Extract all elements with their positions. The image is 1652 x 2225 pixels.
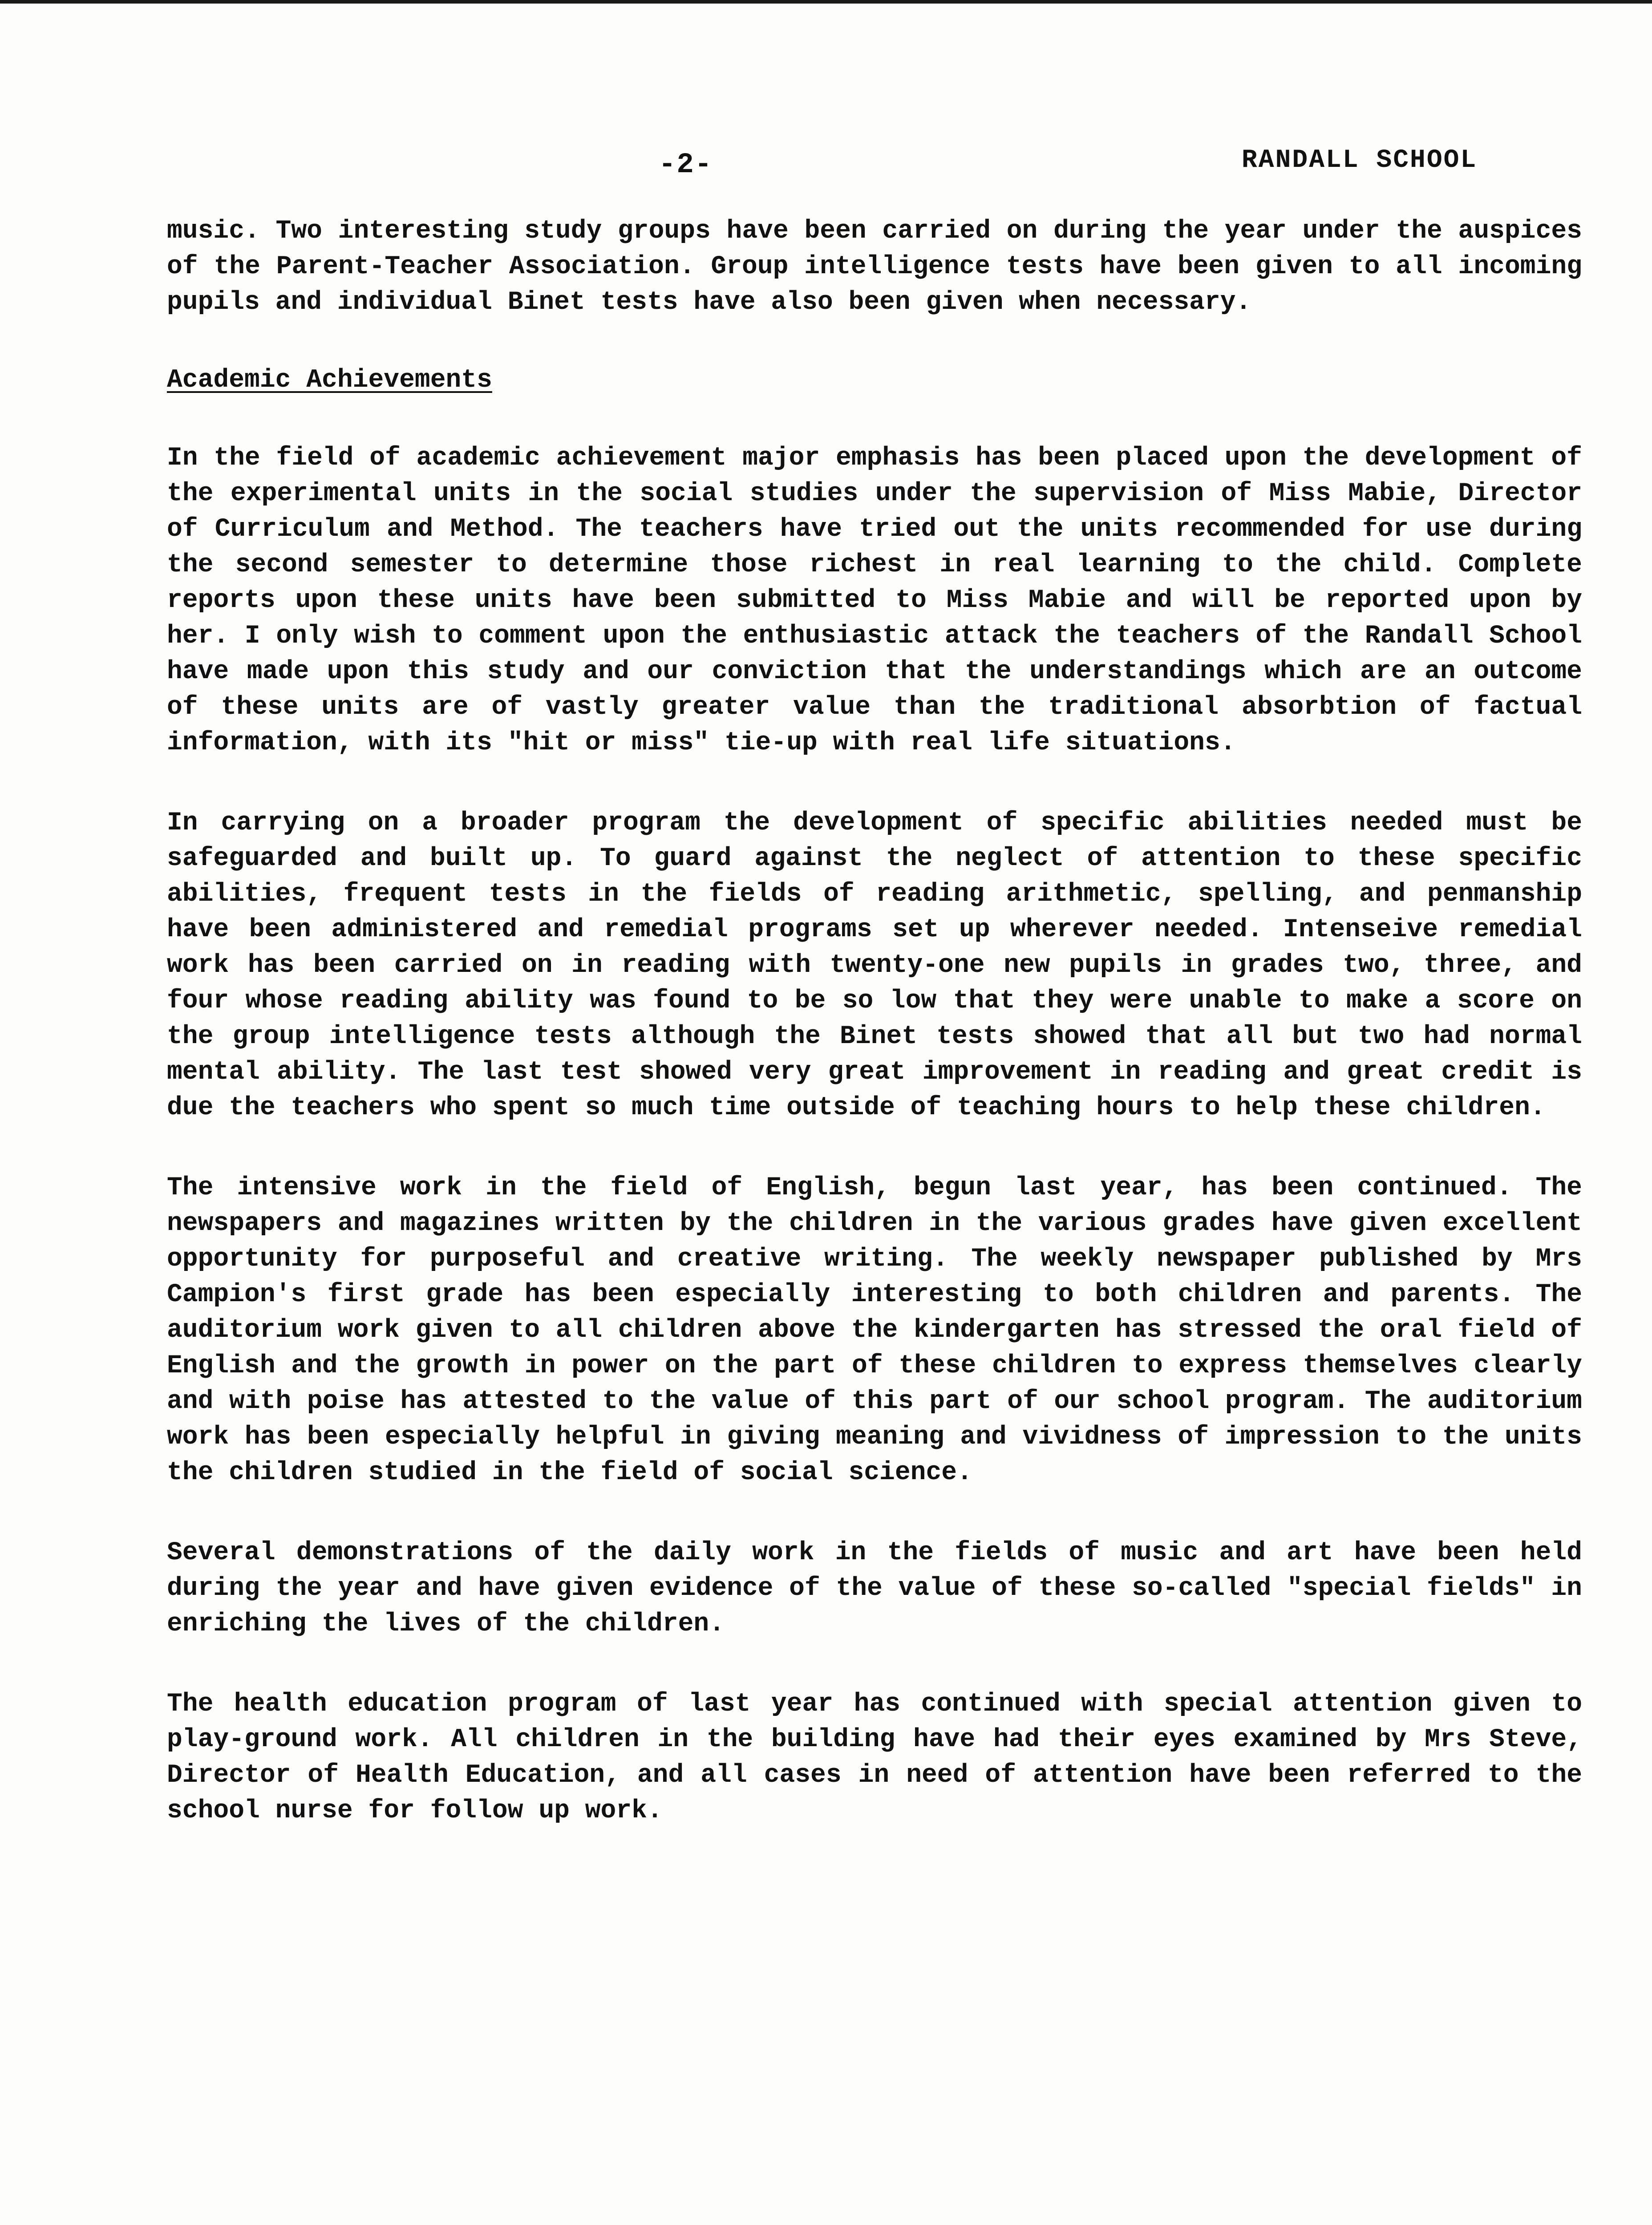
top-edge-rule — [0, 0, 1652, 4]
paragraph-specific-abilities: In carrying on a broader program the development of specific abilities needed must be safeguarded and built up. To guard against the neglect of attention to these specific abilities, frequent tests in the fields of reading arithmetic, spelling, and penmanship have been administered and remedial programs set up wherever needed. Intenseive remedial work has been carried on in reading with twenty-one new pupils in grades two, three, and four whose reading ability was found to be so low that they were unable to make a score on the group intelligence tests although the Binet tests showed that all but two had normal mental ability. The last test showed very great improvement in reading and great credit is due the teachers who spent so much time outside of teaching hours to help these children. — [167, 809, 1582, 1122]
page-number: -2- — [659, 149, 713, 181]
paragraph-continuation: music. Two interesting study groups have been carried on during the year under the auspices of the Parent-Teacher Association. Group intelligence tests have been given to all incoming pupils and individual Binet tests have also been given when necessary. — [167, 217, 1582, 317]
paragraph-health-education: The health education program of last year has continued with special attention given to play-ground work. All children in the building have had their eyes examined by Mrs Steve, Director of Health Education, and all cases in need of attention have been referred to the school nurse for follow up work. — [167, 1690, 1582, 1825]
paragraph-academic-achievement: In the field of academic achievement major emphasis has been placed upon the development of the experimental units in the social studies under the supervision of Miss Mabie, Director of Curriculum and Method. The teachers have tried out the units recommended for use during the second semester to determine those richest in real learning to the child. Complete reports upon these units have been submitted to Miss Mabie and will be reported upon by her. I only wish to comment upon the enthusiastic attack the teachers of the Randall School have made upon this study and our conviction that the understandings which are an outcome of these units are of vastly greater value than the traditional absorbtion of factual information, with its "hit or miss" tie-up with real life situations. — [167, 444, 1582, 757]
paragraph-english-work: The intensive work in the field of English, begun last year, has been continued. The newspapers and magazines written by the children in the various grades have given excellent opportunity for purposeful and creative writing. The weekly newspaper published by Mrs Campion's first grade has been especially interesting to both children and parents. The auditorium work given to all children above the kindergarten has stressed the oral field of English and the growth in power on the part of these children to express themselves clearly and with poise has attested to the value of this part of our school program. The auditorium work has been especially helpful in giving meaning and vividness of impression to the units the children studied in the field of social science. — [167, 1173, 1582, 1487]
section-heading-academic-achievements: Academic Achievements — [167, 366, 492, 395]
paragraph-music-art-demonstrations: Several demonstrations of the daily work in the fields of music and art have been held during the year and have given evidence of the value of these so-called "special fields" in enriching the lives of the children. — [167, 1538, 1582, 1638]
school-name-header: RANDALL SCHOOL — [1242, 146, 1478, 175]
document-body — [167, 214, 1582, 1873]
